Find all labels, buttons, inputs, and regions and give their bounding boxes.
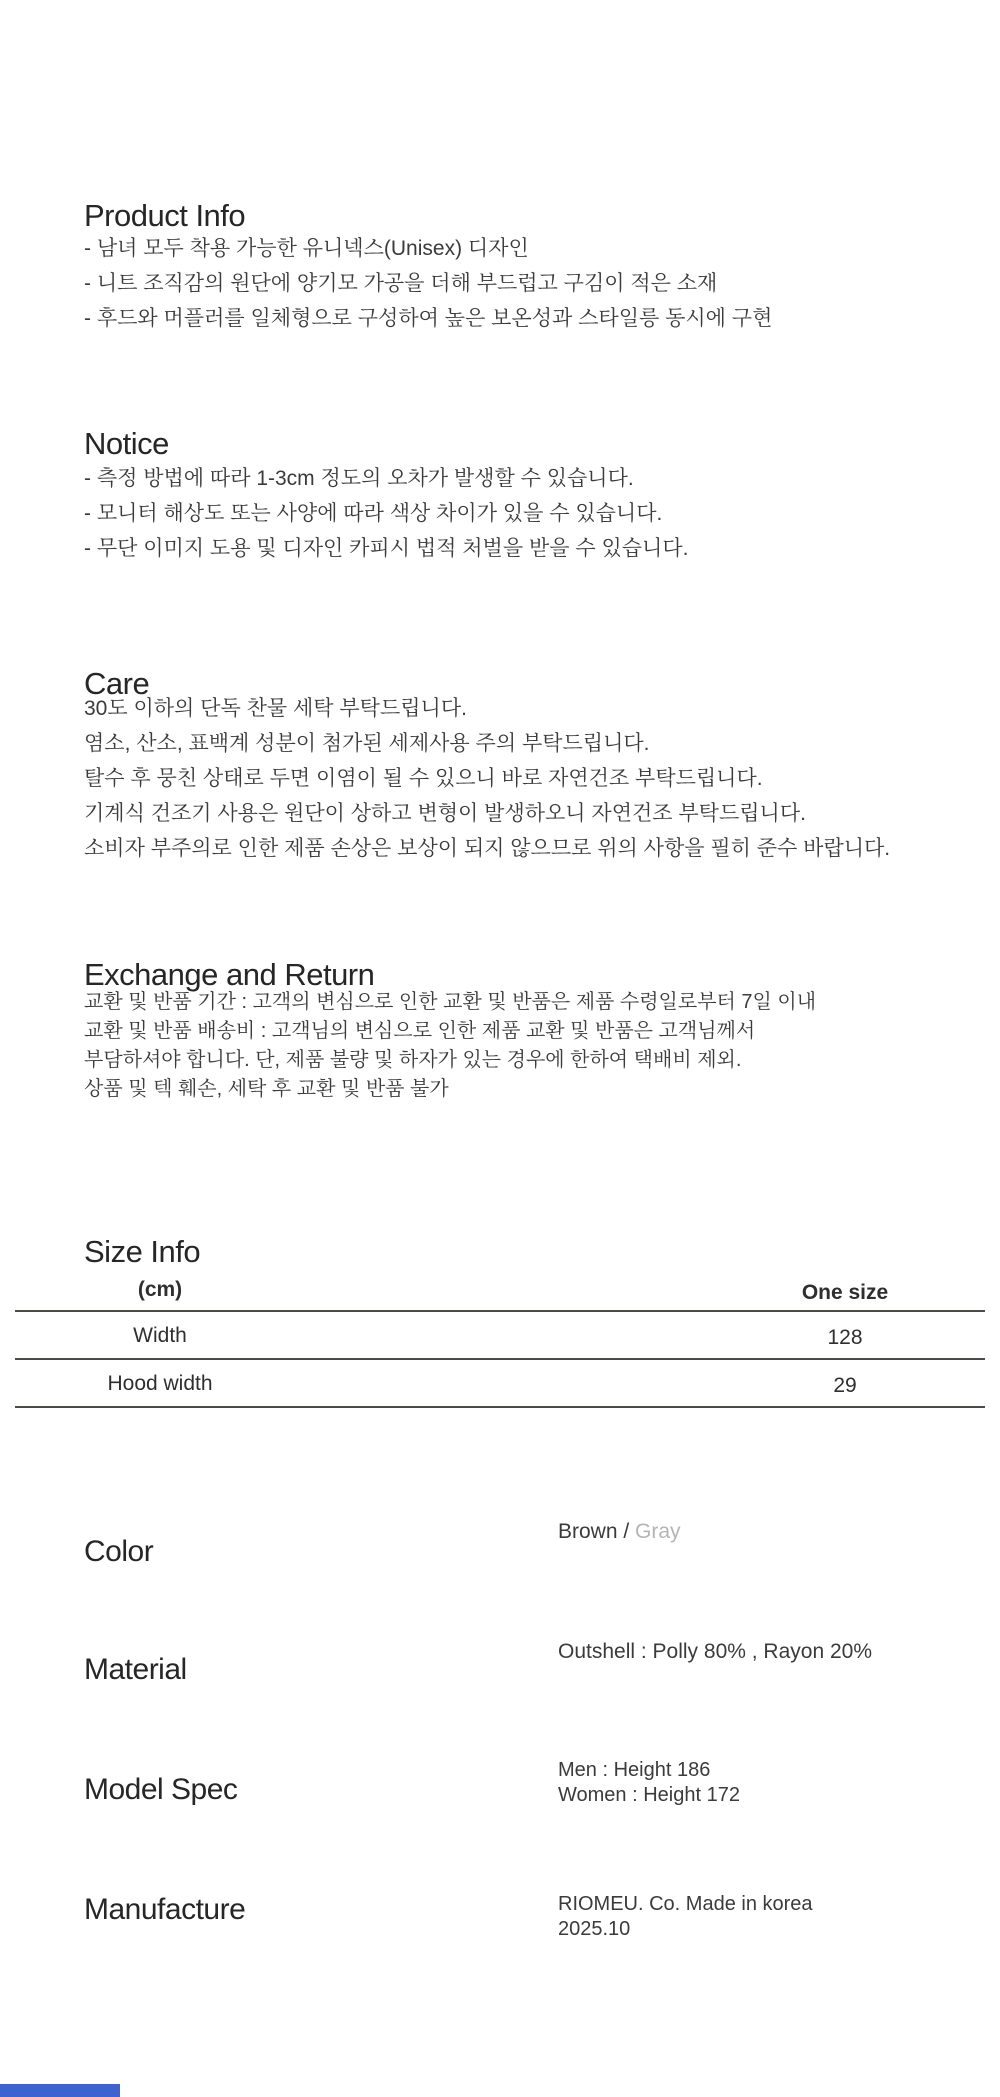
exchange-title: Exchange and Return [84, 956, 375, 992]
care-item: 소비자 부주의로 인한 제품 손상은 보상이 되지 않으므로 위의 사항을 필히 준수 바랍니다. [84, 837, 891, 860]
model-spec-line: Men : Height 186 [558, 1759, 711, 1781]
product-info-title: Product Info [84, 197, 246, 233]
model-spec-label: Model Spec [84, 1772, 238, 1806]
product-info-list [84, 231, 772, 336]
manufacture-line: 2025.10 [558, 1918, 631, 1940]
material-value: Outshell : Polly 80% , Rayon 20% [558, 1640, 872, 1663]
color-label: Color [84, 1534, 154, 1568]
care-list [84, 691, 890, 866]
care-item: 기계식 건조기 사용은 원단이 상하고 변형이 발생하오니 자연건조 부탁드립니다. [84, 802, 806, 825]
material-label: Material [84, 1652, 187, 1686]
size-table-row-value: 128 [827, 1326, 863, 1349]
size-table-row-value: 29 [833, 1374, 857, 1397]
bottom-accent-bar [0, 2084, 120, 2097]
exchange-item: 교환 및 반품 배송비 : 고객님의 변심으로 인한 제품 교환 및 반품은 고객님께서 [84, 1020, 756, 1042]
color-value-primary: Brown / [558, 1520, 630, 1543]
notice-list [84, 461, 688, 566]
table-divider [15, 1406, 985, 1408]
table-divider [15, 1358, 985, 1360]
exchange-item: 교환 및 반품 기간 : 고객의 변심으로 인한 교환 및 반품은 제품 수령일로부터 7일 이내 [84, 991, 817, 1013]
care-title: Care [84, 665, 150, 701]
color-value [558, 1520, 681, 1544]
size-table-row-label: Width [133, 1324, 187, 1347]
product-info-item: - 후드와 머플러를 일체형으로 구성하여 높은 보온성과 스타일릉 동시에 구현 [84, 307, 773, 330]
notice-item: - 모니터 해상도 또는 사양에 따라 색상 차이가 있을 수 있습니다. [84, 502, 663, 525]
table-divider [15, 1310, 985, 1312]
manufacture-line: RIOMEU. Co. Made in korea [558, 1893, 813, 1915]
size-table-unit-header: (cm) [137, 1278, 183, 1301]
exchange-item: 상품 및 텍 훼손, 세탁 후 교환 및 반품 불가 [84, 1078, 449, 1100]
color-value-secondary: Gray [635, 1520, 681, 1543]
size-info-title: Size Info [84, 1233, 201, 1269]
notice-item: - 측정 방법에 따라 1-3cm 정도의 오차가 발생할 수 있습니다. [84, 467, 634, 490]
notice-title: Notice [84, 425, 169, 461]
notice-item: - 무단 이미지 도용 및 디자인 카피시 법적 처벌을 받을 수 있습니다. [84, 537, 689, 560]
model-spec-value [558, 1758, 740, 1808]
product-info-item: - 남녀 모두 착용 가능한 유니넥스(Unisex) 디자인 [84, 237, 529, 260]
model-spec-line: Women : Height 172 [558, 1784, 740, 1806]
product-info-item: - 니트 조직감의 원단에 양기모 가공을 더해 부드럽고 구김이 적은 소재 [84, 272, 718, 295]
size-table-size-header: One size [801, 1281, 889, 1304]
care-item: 염소, 산소, 표백계 성분이 첨가된 세제사용 주의 부탁드립니다. [84, 732, 650, 755]
care-item: 30도 이하의 단독 찬물 세탁 부탁드립니다. [84, 697, 467, 720]
exchange-item: 부담하셔야 합니다. 단, 제품 불량 및 하자가 있는 경우에 한하여 택배비 제외. [84, 1049, 742, 1071]
manufacture-value [558, 1892, 813, 1942]
size-table-row-label: Hood width [107, 1372, 213, 1395]
manufacture-label: Manufacture [84, 1892, 246, 1926]
care-item: 탈수 후 뭉친 상태로 두면 이염이 될 수 있으니 바로 자연건조 부탁드립니다. [84, 767, 763, 790]
exchange-list [84, 988, 816, 1104]
